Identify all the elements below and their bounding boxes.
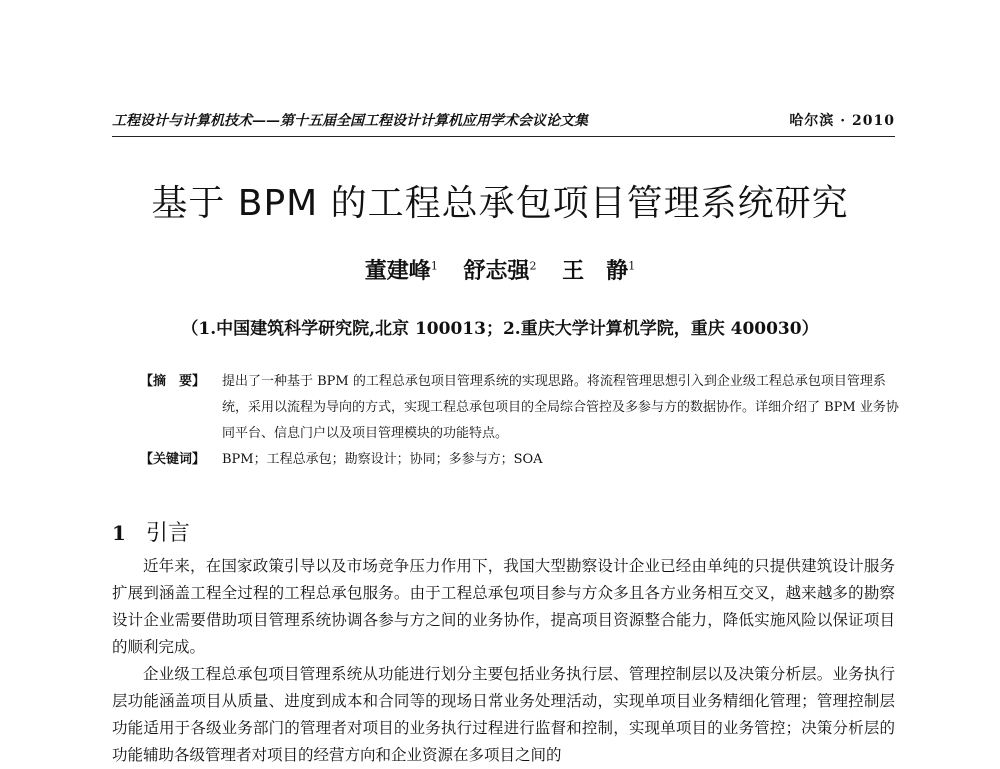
abstract-label: 【摘 要】: [140, 374, 206, 389]
keywords-text: BPM；工程总承包；勘察设计；协同；多参与方；SOA: [222, 452, 543, 467]
abstract: [140, 369, 910, 447]
author: [463, 258, 536, 284]
author-name: 董建峰: [364, 258, 431, 284]
author: [365, 258, 438, 284]
paper-title: 基于 BPM 的工程总承包项目管理系统研究: [151, 183, 849, 224]
abstract-block: [140, 369, 910, 473]
keywords: [140, 447, 910, 473]
author: [562, 258, 635, 284]
keywords-label: 【关键词】: [140, 452, 206, 467]
body-text: [112, 553, 895, 769]
author-affiliation-mark: 1: [628, 259, 636, 273]
author-affiliation-mark: 1: [430, 259, 438, 273]
journal-name: 工程设计与计算机技术——第十五届全国工程设计计算机应用学术会议论文集: [112, 113, 588, 129]
abstract-text: 提出了一种基于 BPM 的工程总承包项目管理系统的实现思路。将流程管理思想引入到企业级工程总承包项目管理系统，采用以流程为导向的方式，实现工程总承包项目的全局综合管控及多参与方的数据协作。详细介绍了 BPM 业务协同平台、信息门户以及项目管理模块的功能特点。: [222, 374, 899, 441]
section-number: 1: [112, 521, 126, 545]
author-name: 舒志强: [463, 258, 530, 284]
conference-location-year: 哈尔滨 · 2010: [789, 113, 895, 129]
running-header: [112, 110, 895, 137]
author-list: [0, 254, 1000, 285]
paragraph: 企业级工程总承包项目管理系统从功能进行划分主要包括业务执行层、管理控制层以及决策分析层。业务执行层功能涵盖项目从质量、进度到成本和合同等的现场日常业务处理活动，实现单项目业务精细化管理；管理控制层功能适用于各级业务部门的管理者对项目的业务执行过程进行监督和控制，实现单项目的业务管控；决策分析层的功能辅助各级管理者对项目的经营方向和企业资源在多项目之间的: [112, 665, 895, 764]
section-heading: [112, 516, 190, 547]
author-affiliation-mark: 2: [529, 259, 537, 273]
author-name: 王 静: [562, 258, 629, 284]
section-title: 引言: [145, 521, 190, 546]
affiliations: （1.中国建筑科学研究院,北京 100013；2.重庆大学计算机学院，重庆 400030）: [181, 319, 819, 339]
paragraph: 近年来，在国家政策引导以及市场竞争压力作用下，我国大型勘察设计企业已经由单纯的只提供建筑设计服务扩展到涵盖工程全过程的工程总承包服务。由于工程总承包项目参与方众多且各方业务相互交叉，越来越多的勘察设计企业需要借助项目管理系统协调各参与方之间的业务协作，提高项目资源整合能力，降低实施风险以保证项目的顺利完成。: [112, 557, 895, 656]
